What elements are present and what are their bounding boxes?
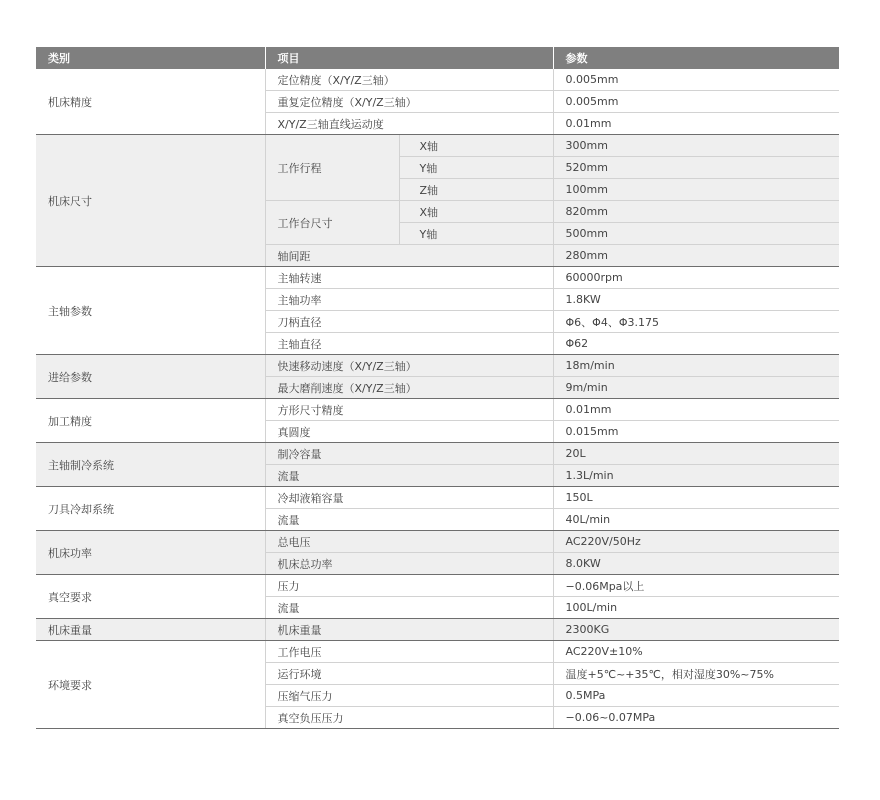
value-cell: AC220V±10% [553,641,839,663]
item-cell: 主轴功率 [265,289,553,311]
item-cell: 总电压 [265,531,553,553]
table-row [36,267,839,289]
table-row [36,135,839,157]
value-cell: 0.005mm [553,91,839,113]
category-cell: 机床功率 [36,531,265,575]
group-machining-accuracy [36,399,839,443]
value-cell: 8.0KW [553,553,839,575]
item-cell: 冷却液箱容量 [265,487,553,509]
item-cell: 真圆度 [265,421,553,443]
value-cell: 20L [553,443,839,465]
group-tool-cooling [36,487,839,531]
value-cell: 520mm [553,157,839,179]
table-row [36,355,839,377]
value-cell: 0.01mm [553,399,839,421]
value-cell: 0.015mm [553,421,839,443]
table-row [36,531,839,553]
group-machine-power [36,531,839,575]
group-machine-accuracy [36,69,839,135]
table-row [36,399,839,421]
header-item: 项目 [265,47,553,69]
sub-item-cell: Y轴 [399,157,553,179]
item-cell: 刀柄直径 [265,311,553,333]
header-category: 类别 [36,47,265,69]
value-cell: 60000rpm [553,267,839,289]
category-cell: 真空要求 [36,575,265,619]
item-cell: 工作行程 [265,135,399,201]
table-header [36,47,839,69]
category-cell: 进给参数 [36,355,265,399]
value-cell: 2300KG [553,619,839,641]
header-row [36,47,839,69]
table-row [36,69,839,91]
value-cell: −0.06~0.07MPa [553,707,839,729]
item-cell: 压力 [265,575,553,597]
item-cell: 制冷容量 [265,443,553,465]
value-cell: 820mm [553,201,839,223]
value-cell: 100L/min [553,597,839,619]
table-row [36,575,839,597]
item-cell: 运行环境 [265,663,553,685]
value-cell: 0.005mm [553,69,839,91]
header-param: 参数 [553,47,839,69]
value-cell: AC220V/50Hz [553,531,839,553]
value-cell: 9m/min [553,377,839,399]
value-cell: 0.01mm [553,113,839,135]
item-cell: 工作台尺寸 [265,201,399,245]
value-cell: 温度+5℃~+35℃，相对湿度30%~75% [553,663,839,685]
item-cell: 机床重量 [265,619,553,641]
value-cell: 18m/min [553,355,839,377]
sub-item-cell: X轴 [399,201,553,223]
item-cell: 轴间距 [265,245,553,267]
value-cell: −0.06Mpa以上 [553,575,839,597]
category-cell: 环境要求 [36,641,265,729]
value-cell: 100mm [553,179,839,201]
item-cell: 主轴直径 [265,333,553,355]
item-cell: 重复定位精度（X/Y/Z三轴） [265,91,553,113]
item-cell: 机床总功率 [265,553,553,575]
item-cell: 定位精度（X/Y/Z三轴） [265,69,553,91]
value-cell: 300mm [553,135,839,157]
item-cell: 方形尺寸精度 [265,399,553,421]
category-cell: 刀具冷却系统 [36,487,265,531]
table-row [36,619,839,641]
table-row [36,487,839,509]
item-cell: 最大磨削速度（X/Y/Z三轴） [265,377,553,399]
group-machine-size [36,135,839,267]
category-cell: 加工精度 [36,399,265,443]
sub-item-cell: Z轴 [399,179,553,201]
value-cell: Φ62 [553,333,839,355]
value-cell: 500mm [553,223,839,245]
table-row [36,641,839,663]
group-spindle-cooling [36,443,839,487]
group-feed-params [36,355,839,399]
spec-table [36,47,839,729]
group-spindle-params [36,267,839,355]
value-cell: 40L/min [553,509,839,531]
category-cell: 主轴参数 [36,267,265,355]
category-cell: 主轴制冷系统 [36,443,265,487]
group-machine-weight [36,619,839,641]
category-cell: 机床重量 [36,619,265,641]
value-cell: 0.5MPa [553,685,839,707]
item-cell: 流量 [265,465,553,487]
item-cell: 流量 [265,509,553,531]
category-cell: 机床尺寸 [36,135,265,267]
group-environment [36,641,839,729]
value-cell: Φ6、Φ4、Φ3.175 [553,311,839,333]
sub-item-cell: Y轴 [399,223,553,245]
value-cell: 1.8KW [553,289,839,311]
item-cell: 真空负压压力 [265,707,553,729]
item-cell: 压缩气压力 [265,685,553,707]
item-cell: 工作电压 [265,641,553,663]
item-cell: X/Y/Z三轴直线运动度 [265,113,553,135]
item-cell: 流量 [265,597,553,619]
item-cell: 主轴转速 [265,267,553,289]
value-cell: 1.3L/min [553,465,839,487]
category-cell: 机床精度 [36,69,265,135]
value-cell: 150L [553,487,839,509]
sub-item-cell: X轴 [399,135,553,157]
value-cell: 280mm [553,245,839,267]
table-row [36,443,839,465]
item-cell: 快速移动速度（X/Y/Z三轴） [265,355,553,377]
group-vacuum [36,575,839,619]
